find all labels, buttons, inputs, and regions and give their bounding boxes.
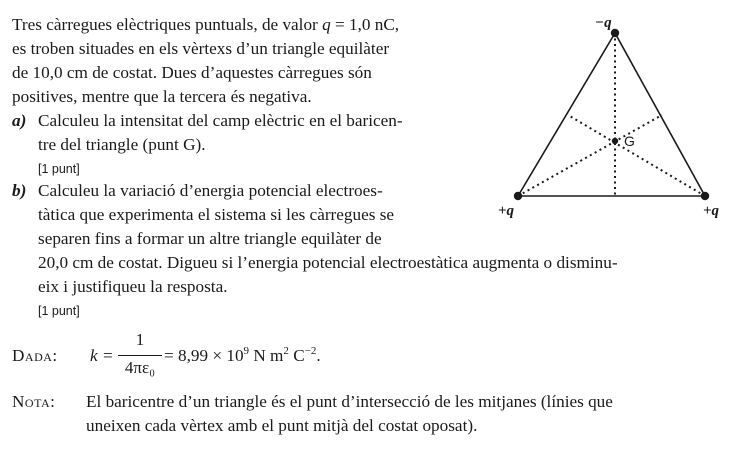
nota-line-2: uneixen cada vèrtex amb el punt mitjà del costat oposat). [86,416,478,435]
constant-mantissa: = 8,99 × 10 [164,346,244,365]
part-b-line-1: Calculeu la variació d’energia potencial electroes- [38,181,383,200]
intro-line-1-pre: Tres càrregues elèctriques puntuals, de valor [12,15,323,34]
label-right-charge: +q [703,203,720,219]
exponent-9: 9 [243,345,250,357]
fraction-denominator: 4πε₀ [124,358,156,377]
part-b-line-2: tàtica que experimenta el sistema si les càrregues se [38,205,395,224]
charge-top-dot [611,29,619,37]
intro-line-1-post: = 1,0 nC, [330,15,400,34]
median-right [568,115,705,196]
charge-right-dot [701,192,709,200]
part-b-line-5: eix i justifiqueu la resposta. [38,277,228,296]
fraction-numerator: 1 [135,330,145,349]
part-a-label: a) [12,111,27,130]
intro-line-4: positives, mentre que la tercera és negativa. [12,87,312,106]
side-left [518,33,615,196]
median-left [518,115,662,196]
part-b-points: [1 punt] [38,304,80,318]
charge-symbol: q [322,15,331,34]
label-top-charge: −q [595,15,612,31]
side-right [615,33,705,196]
triangle-sides [518,33,705,196]
unit-newton-metre: N m [249,346,284,365]
exponent-minus-2: −2 [304,345,317,357]
label-left-charge: +q [498,203,515,219]
label-centroid: G [624,133,635,149]
part-b-line-4: 20,0 cm de costat. Digueu si l’energia potencial electroestàtica augmenta o disminu- [38,253,618,272]
intro-line-3: de 10,0 cm de costat. Dues d’aquestes càrregues són [12,63,372,82]
charge-left-dot [514,192,522,200]
part-a-line-1: Calculeu la intensitat del camp elèctric en el baricen- [38,111,403,130]
exponent-2: 2 [283,345,289,357]
intro-line-2: es troben situades en els vèrtexs d’un triangle equilàter [12,39,390,58]
constant-k: k [90,346,98,365]
unit-coulomb: C [288,346,305,365]
centroid-dot [612,138,618,144]
part-a-points: [1 punt] [38,162,80,176]
nota-line-1: El baricentre d’un triangle és el punt d’intersecció de les mitjanes (línies que [86,392,613,411]
median-lines [518,33,705,196]
part-b-label: b) [12,181,27,200]
dada-period: . [316,346,321,365]
dada-label: Dada: [12,346,58,365]
part-b-line-3: separen fins a formar un altre triangle equilàter de [38,229,382,248]
equals-sign: = [103,346,113,365]
part-a-line-2: tre del triangle (punt G). [38,135,206,154]
nota-label: Nota: [12,392,56,411]
